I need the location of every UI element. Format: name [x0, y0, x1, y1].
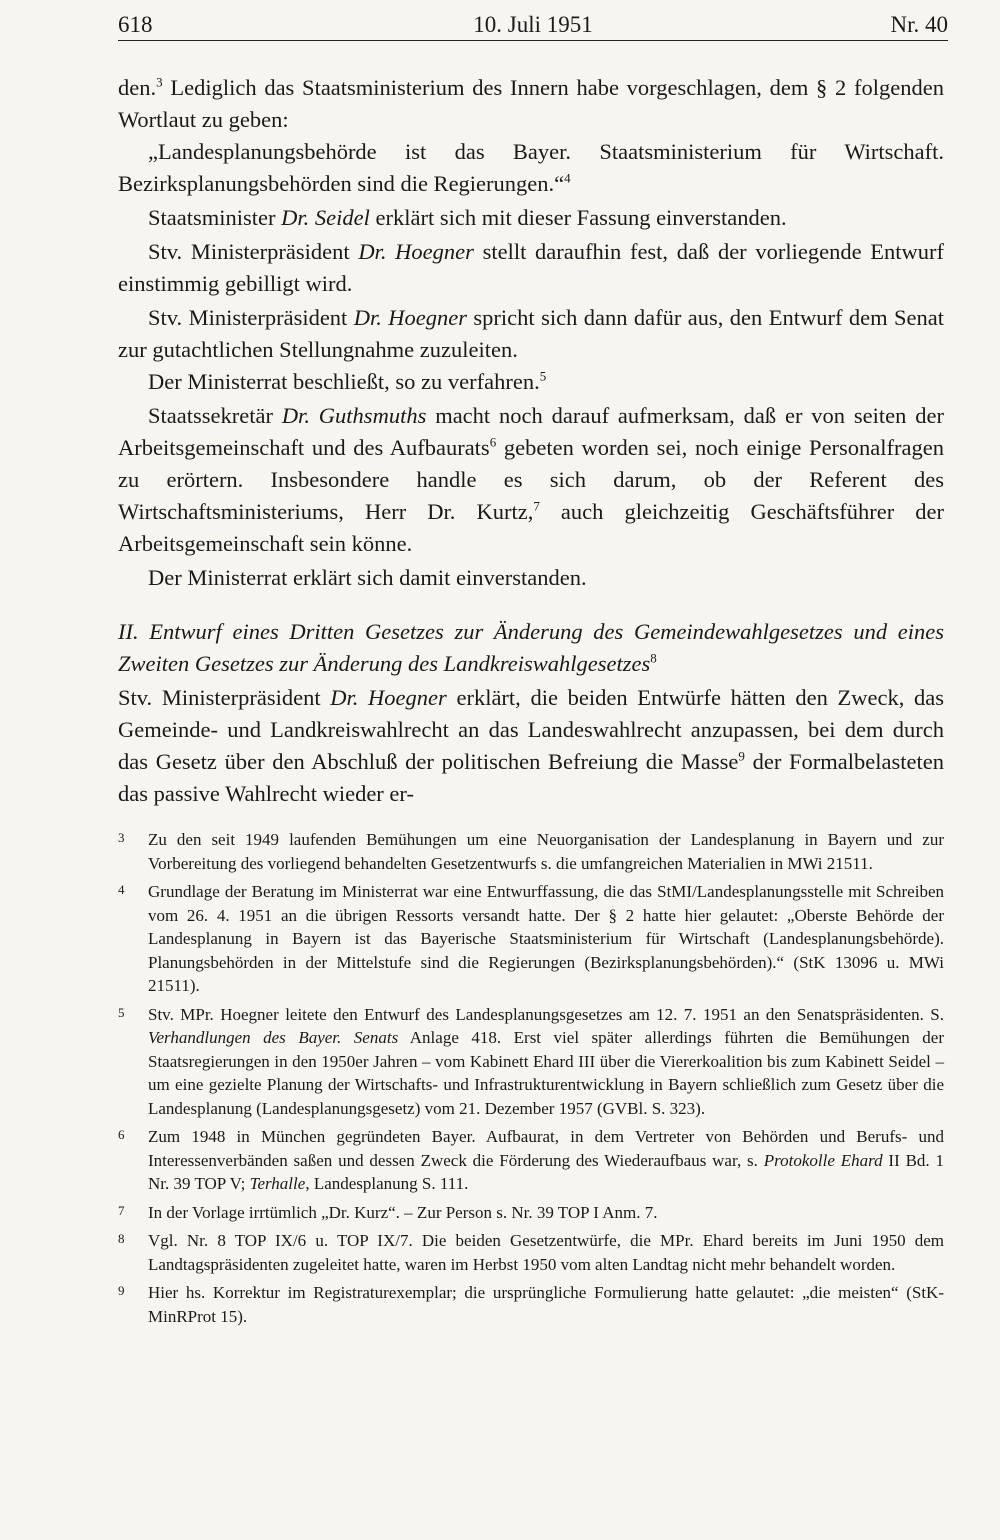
paragraph	[118, 562, 944, 594]
running-header	[118, 8, 948, 41]
issue-number: Nr. 40	[890, 12, 948, 37]
footnote	[118, 1229, 944, 1276]
footnote-text: , Landesplanung S. 111.	[305, 1174, 469, 1193]
footnote-ref: 7	[533, 498, 540, 514]
footnote-ref: 3	[156, 74, 163, 90]
text-run: der Formalbelasteten das passive Wahlrecht wieder er-	[118, 749, 944, 806]
footnote-ref: 6	[489, 434, 497, 450]
text-run: „Landesplanungsbehörde ist das Bayer. Staatsministerium für Wirtschaft. Bezirksplanungsbehörden sind die Regierungen.“	[118, 139, 944, 196]
footnote-number: 8	[118, 1231, 125, 1246]
text-run: Staatsminister	[148, 205, 282, 230]
footnote-number: 3	[118, 830, 125, 845]
footnote-citation: Terhalle	[249, 1174, 306, 1193]
text-run: erklärt sich mit dieser Fassung einverstanden.	[369, 205, 787, 230]
footnote-ref: 5	[539, 368, 547, 384]
footnote-ref: 9	[738, 748, 745, 764]
text-run: stellt daraufhin fest, daß der vorliegende Entwurf einstimmig gebilligt wird.	[118, 239, 945, 296]
person-name: Dr. Hoegner	[353, 305, 468, 330]
text-run: spricht sich dann dafür aus, den Entwurf dem Senat zur gutachtlichen Stellungnahme zuzuleiten.	[118, 305, 944, 362]
text-run: macht noch darauf aufmerksam, daß er von seiten der Arbeitsgemeinschaft und des Aufbaurats	[118, 403, 944, 460]
footnote	[118, 1125, 945, 1196]
footnote-text: Stv. MPr. Hoegner leitete den Entwurf des Landesplanungsgesetzes am 12. 7. 1951 an den Senatspräsidenten. S.	[148, 1004, 944, 1024]
text-run: erklärt, die beiden Entwürfe hätten den Zweck, das Gemeinde- und Landkreiswahlrecht an das Landeswahlrecht anzupassen, bei dem durch das Gesetz über den Abschluß der politischen Befreiung die Masse	[118, 685, 944, 774]
paragraph	[118, 682, 944, 810]
footnote-number: 7	[118, 1202, 125, 1218]
header-date: 10. Juli 1951	[473, 12, 593, 37]
text-run: Stv. Ministerpräsident	[148, 239, 359, 264]
footnote	[118, 880, 944, 998]
text-run: Stv. Ministerpräsident	[148, 305, 354, 330]
page-number: 618	[118, 12, 153, 37]
heading-text: II. Entwurf eines Dritten Gesetzes zur Änderung des Gemeindewahlgesetzes und eines Zweiten Gesetzes zur Änderung des Landkreiswahlgesetzes	[118, 619, 944, 676]
footnote	[118, 1281, 944, 1328]
footnote-text: II Bd. 1 Nr. 39 TOP V;	[148, 1150, 945, 1193]
paragraph	[118, 236, 944, 300]
footnote-ref: 8	[650, 650, 657, 666]
text-run: auch gleichzeitig Geschäftsführer der Arbeitsgemeinschaft sein könne.	[118, 499, 944, 556]
text-run: Der Ministerrat erklärt sich damit einverstanden.	[148, 565, 587, 590]
footnote-ref: 4	[564, 170, 571, 186]
footnote-citation: Protokolle Ehard	[763, 1150, 883, 1170]
footnote	[118, 828, 944, 875]
text-run: Lediglich das Staatsministerium des Innern habe vorgeschlagen, dem § 2 folgenden Wortlaut zu geben:	[118, 75, 944, 132]
footnote	[118, 1201, 944, 1225]
text-run: Staatssekretär	[148, 403, 282, 428]
footnote-text: Hier hs. Korrektur im Registraturexemplar; die ursprüngliche Formulierung hatte gelautet: „die meisten“ (StK-MinRProt 15).	[148, 1283, 944, 1326]
footnote-text: Zum 1948 in München gegründeten Bayer. Aufbaurat, in dem Vertreter von Behörden und Berufs- und Interessenverbänden saßen und dessen Zweck die Förderung des Wiederaufbaus war, s.	[148, 1127, 944, 1170]
paragraph	[118, 72, 944, 136]
quoted-paragraph	[118, 136, 944, 200]
person-name: Dr. Seidel	[281, 205, 370, 230]
footnote-text: In der Vorlage irrtümlich „Dr. Kurz“. – Zur Person s. Nr. 39 TOP I Anm. 7.	[148, 1202, 658, 1222]
section-heading	[118, 616, 944, 680]
text-run: gebeten worden sei, noch einige Personalfragen zu erörtern. Insbesondere handle es sich darum, ob der Referent des Wirtschaftsministeriums, Herr Dr. Kurtz,	[118, 435, 945, 524]
person-name: Dr. Hoegner	[358, 239, 474, 264]
footnote	[118, 1003, 944, 1121]
footnote-number: 6	[118, 1127, 125, 1142]
text-run: Stv. Ministerpräsident	[118, 685, 331, 710]
footnote-number: 9	[118, 1283, 125, 1298]
paragraph	[118, 366, 944, 398]
footnote-text: Vgl. Nr. 8 TOP IX/6 u. TOP IX/7. Die beiden Gesetzentwürfe, die MPr. Ehard bereits im Juni 1950 dem Landtagspräsidenten zugeleitet hatte, waren im Herbst 1950 vom alten Landtag nicht mehr behandelt worden.	[148, 1231, 944, 1274]
footnote-text: Grundlage der Beratung im Ministerrat war eine Entwurffassung, die das StMI/Landesplanungsstelle mit Schreiben vom 26. 4. 1951 an die übrigen Ressorts versandt hatte. Der § 2 hatte hier gelautet: „Oberste Behörde der Landesplanung in Bayern ist das Bayerische Staatsministerium für Wirtschaft (Landesplanungsbehörde). Planungsbehörden in der Mittelstufe sind die Regierungen (Bezirksplanungsbehörden).“ (StK 13096 u. MWi 21511).	[148, 882, 944, 995]
person-name: Dr. Hoegner	[330, 685, 447, 710]
paragraph	[118, 202, 944, 234]
footnote-text: Zu den seit 1949 laufenden Bemühungen um eine Neuorganisation der Landesplanung in Bayern und zur Vorbereitung des vorliegend behandelten Gesetzentwurfs s. die umfangreichen Materialien in MWi 21511.	[148, 830, 944, 873]
paragraph	[118, 302, 944, 366]
paragraph	[118, 400, 944, 560]
text-run: den.	[118, 75, 157, 100]
text-run: Der Ministerrat beschließt, so zu verfahren.	[148, 369, 540, 394]
footnote-text: Anlage 418. Erst viel später allerdings führten die Bemühungen der Staatsregierungen in den 1950er Jahren – vom Kabinett Ehard III über die Viererkoalition bis zum Kabinett Seidel – um eine gezielte Planung der Wirtschafts- und Infrastrukturentwicklung in Bayern schließlich zum Gesetz über die Landesplanung (Landesplanungsgesetz) vom 21. Dezember 1957 (GVBl. S. 323).	[148, 1028, 944, 1118]
footnote-number: 5	[118, 1004, 125, 1020]
footnotes	[118, 828, 945, 1333]
person-name: Dr. Guthsmuths	[281, 403, 427, 428]
main-text	[118, 72, 944, 810]
footnote-citation: Verhandlungen des Bayer. Senats	[148, 1028, 399, 1047]
footnote-number: 4	[118, 882, 125, 897]
